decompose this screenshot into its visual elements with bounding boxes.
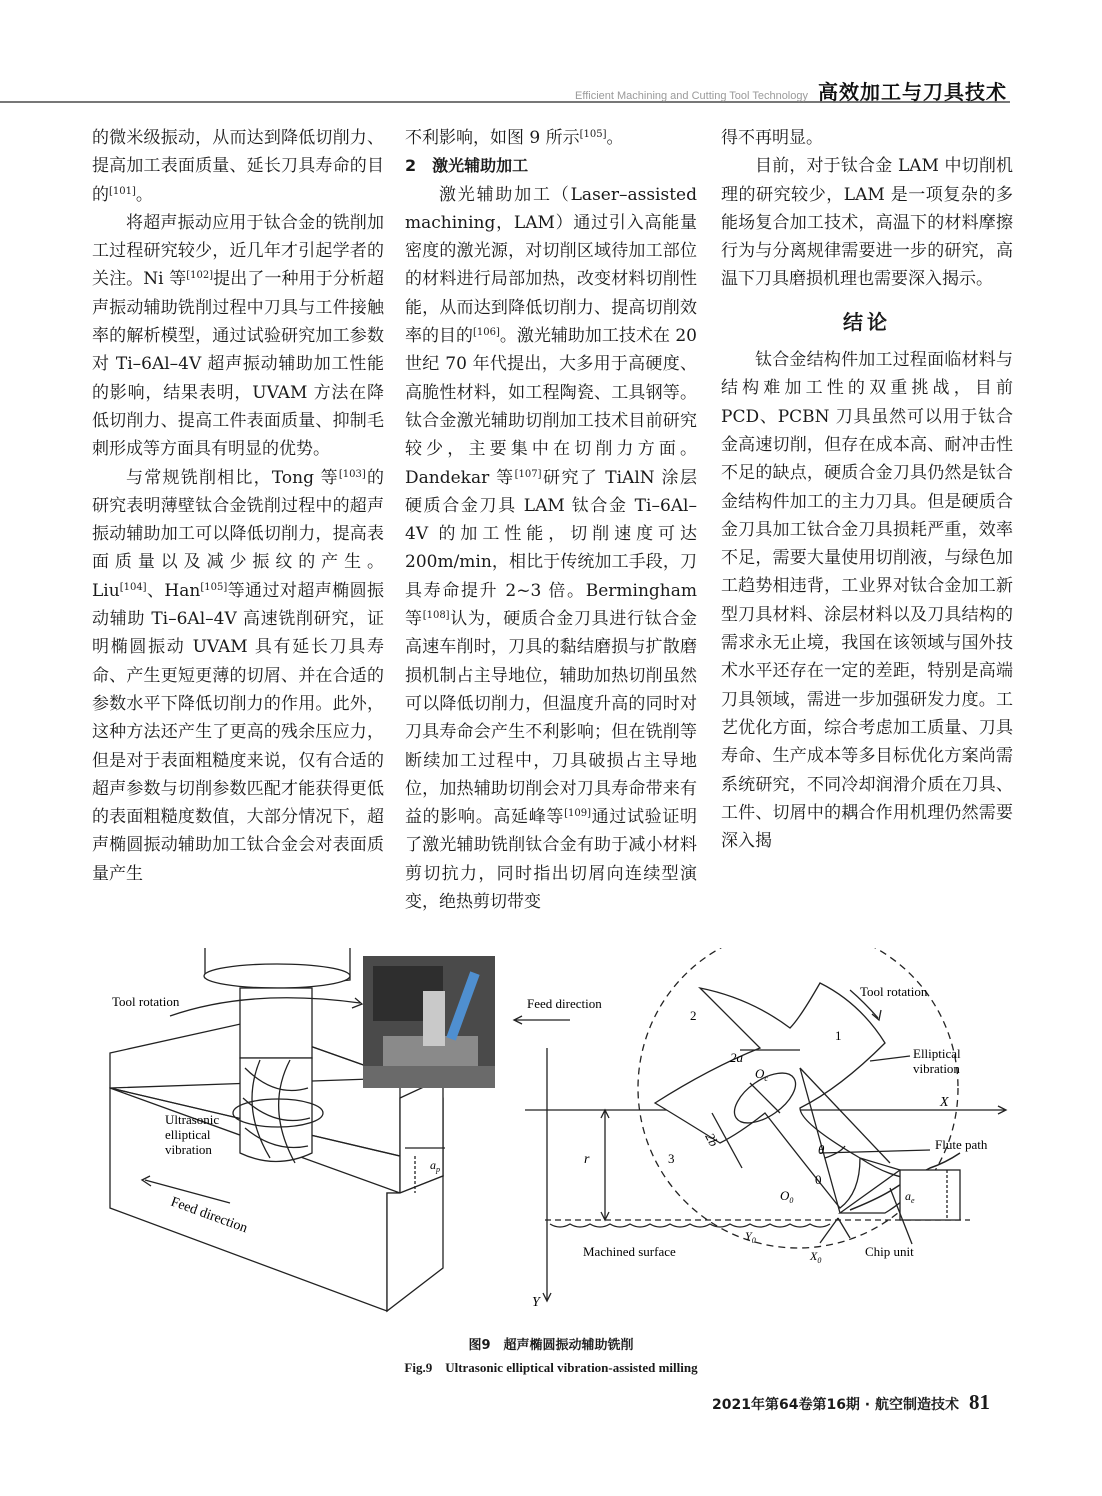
citation: [103] [338,468,366,480]
label-chip-unit: Chip unit [865,1244,914,1259]
label-2a: 2a [730,1050,743,1065]
label-2b: 2b [702,1130,722,1149]
figure-9 [100,948,1010,1318]
text-column-3 [721,124,1013,855]
citation: [109] [564,808,591,820]
label-feed-direction-right: Feed direction [527,996,602,1011]
footer-info: 2021年第64卷第16期 · 航空制造技术 [712,1397,959,1413]
workpiece-step-face [400,1078,443,1193]
machined-surface-scallops [550,1224,830,1227]
label-y0: $Y_0$ [745,1229,756,1245]
figure-diagram [100,948,1010,1318]
label-elliptical-right: Elliptical [913,1046,961,1061]
label-tool-rotation-right: Tool rotation [860,984,928,999]
page-number: 81 [969,1390,990,1414]
journal-title-en: Efficient Machining and Cutting Tool Technology [575,90,808,102]
running-header [575,76,1007,105]
paragraph: 目前，对于钛合金 LAM 中切削机理的研究较少，LAM 是一项复杂的多能场复合加工技术，高温下的材料摩擦行为与分离规律需要进一步的研究，高温下刀具磨损机理也需要深入揭示。 [721,156,1013,290]
label-0: 0 [815,1172,822,1187]
label-vibration: vibration [165,1142,212,1157]
label-machined-surface: Machined surface [583,1244,676,1259]
paragraph: 激光辅助加工（Laser–assisted machining，LAM）通过引入高能量密度的激光源，对切削区域待加工部位的材料进行局部加热，改变材料切削性能，从而达到降低切削力、提高切削效率的目的[106]。激光辅助加工技术在 20 世纪 70 年代提出，大多用于高硬度、高脆性材料，如工程陶瓷、工具钢等。钛合金激光辅助切削加工技术目前研究较少，主要集中在切削力方面。Dandekar 等[107]研究了 TiAlN 涂层硬质合金刀具 LAM 钛合金 Ti–6Al–4V 的加工性能，切削速度可达 200m/min，相比于传统加工手段，刀具寿命提升 2~3 倍。Bermingham 等[108]认为，硬质合金刀具进行钛合金高速车削时，刀具的黏结磨损与扩散磨损机制占主导地位，辅助加热切削虽然可以降低切削力，但温度升高的同时对刀具寿命会产生不利影响；但在铣削等断续加工过程中，刀具破损占主导地位，加热辅助切削会对刀具寿命带来有益的影响。高延峰等[109]通过试验证明了激光辅助铣削钛合金有助于减小材料剪切抗力，同时指出切屑向连续型演变，绝热剪切带变 [405,184,698,913]
label-feed-direction-left: Feed direction [168,1194,250,1237]
paragraph: 钛合金结构件加工过程面临材料与结构难加工性的双重挑战，目前 PCD、PCBN 刀具虽然可以用于钛合金高速切削，但存在成本高、耐冲击性不足的缺点，硬质合金刀具仍然是钛合金结构件加工的主力刀具。但是硬质合金刀具加工钛合金刀具损耗严重，效率不足，需要大量使用切削液，与绿色加工趋势相违背，工业界对钛合金加工新型刀具材料、涂层材料以及刀具结构的需求永无止境，我国在该领域与国外技术水平还存在一定的差距，特别是高端刀具领域，需进一步加强研发力度。工艺优化方面，综合考虑加工质量、刀具寿命、生产成本等多目标优化方案尚需系统研究，不同冷却润滑介质在刀具、工件、切屑中的耦合作用机理仍然需要深入揭 [721,350,1013,852]
label-x0: $X_0$ [810,1249,822,1265]
journal-title-cn: 高效加工与刀具技术 [818,80,1007,104]
paragraph: 的微米级振动，从而达到降低切削力、提高加工表面质量、延长刀具寿命的目的[101]。 [92,128,384,205]
label-theta: θ [818,1142,825,1157]
label-oc: $O_c$ [755,1066,768,1083]
figure-caption-cn: 图9 超声椭圆振动辅助铣削 [468,1338,634,1353]
citation: [105] [200,581,228,593]
label-vibration-right: vibration [913,1061,960,1076]
label-1: 1 [835,1028,842,1043]
citation: [104] [119,581,147,593]
label-2: 2 [690,1008,697,1023]
label-r: r [584,1152,590,1167]
label-3: 3 [668,1151,675,1166]
label-tool-rotation-left: Tool rotation [112,994,180,1009]
label-ultrasonic: Ultrasonic [165,1112,220,1127]
paragraph: 将超声振动应用于钛合金的铣削加工过程研究较少，近几年才引起学者的关注。Ni 等[102]提出了一种用于分析超声振动辅助铣削过程中刀具与工件接触率的解析模型，通过试验研究加工参数对 Ti–6Al–4V 超声振动辅助加工性能的影响，结果表明，UVAM 方法在降低切削力、提高工件表面质量、抑制毛刺形成等方面具有明显的优势。 [92,212,385,460]
label-ap: $a_p$ [430,1158,440,1174]
paragraph: 得不再明显。 [721,128,823,148]
label-y-axis: Y [532,1295,540,1310]
label-o0: $O_0$ [780,1188,794,1205]
paragraph: 不利影响，如图 9 所示[105]。 [405,128,624,148]
conclusion-heading: 结论 [843,309,891,334]
citation: [102] [186,270,214,282]
text-column-1 [92,124,384,888]
text-column-2 [405,124,697,916]
page-footer [712,1390,990,1415]
label-ae: $a_e$ [905,1189,915,1205]
machining-photo [363,956,495,1088]
label-flute-path: Flute path [935,1137,988,1152]
citation: [108] [422,610,450,622]
figure-caption-en: Fig.9 Ultrasonic elliptical vibration-assisted milling [404,1360,698,1375]
label-x-axis: X [940,1095,949,1110]
section-heading: 2 激光辅助加工 [405,156,529,176]
citation: [107] [514,468,542,480]
citation: [105] [579,129,607,140]
label-elliptical: elliptical [165,1127,211,1142]
citation: [106] [473,327,500,339]
paragraph: 与常规铣削相比，Tong 等[103]的研究表明薄壁钛合金铣削过程中的超声振动辅助加工可以降低切削力，提高表面质量以及减少振纹的产生。Liu[104]、Han[105]等通过对超声椭圆振动辅助 Ti–6Al–4V 高速铣削研究，证明椭圆振动 UVAM 具有延长刀具寿命、产生更短更薄的切屑、并在合适的参数水平下降低切削力的作用。此外，这种方法还产生了更高的残余压应力，但是对于表面粗糙度来说，仅有合适的超声参数与切削参数匹配才能获得更低的表面粗糙度数值，大部分情况下，超声椭圆振动辅助加工钛合金会对表面质量产生 [92,467,385,884]
citation: [101] [109,185,136,197]
